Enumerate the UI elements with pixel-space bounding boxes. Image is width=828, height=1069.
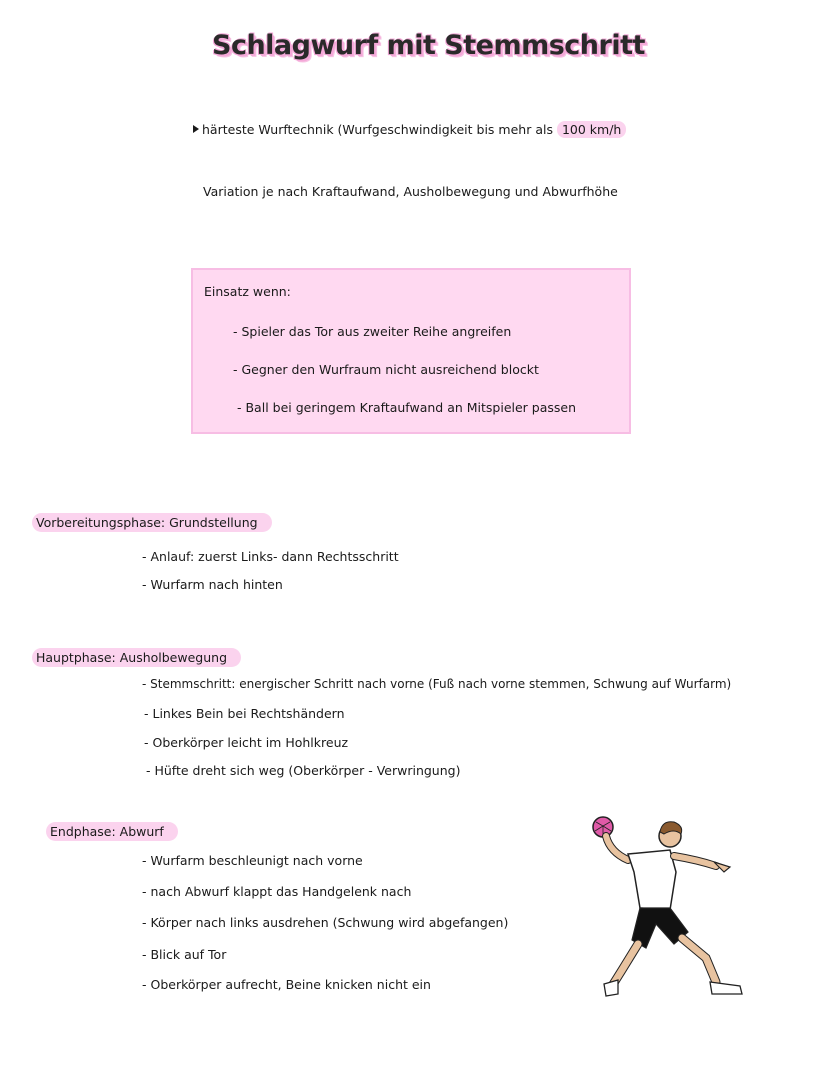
usage-item: - Ball bei geringem Kraftaufwand an Mitspieler passen (237, 400, 577, 415)
usage-item: - Gegner den Wurfraum nicht ausreichend blockt (233, 362, 539, 377)
intro-line-1-text: härteste Wurftechnik (Wurfgeschwindigkeit bis mehr als (202, 122, 553, 137)
handball-player-throwing-icon (588, 812, 748, 1002)
phase-item: - Wurfarm nach hinten (142, 577, 283, 592)
phase-label-preparation: Vorbereitungsphase: Grundstellung (32, 513, 272, 532)
phase-item: - Linkes Bein bei Rechtshändern (144, 706, 345, 721)
phase-item: - Hüfte dreht sich weg (Oberkörper - Verwringung) (146, 763, 461, 778)
phase-item: - Körper nach links ausdrehen (Schwung wird abgefangen) (142, 915, 509, 930)
page-title: Schlagwurf mit Stemmschritt (212, 30, 645, 61)
triangle-bullet-icon (193, 125, 199, 133)
phase-item: - Oberkörper aufrecht, Beine knicken nicht ein (142, 977, 431, 992)
intro-line-2: Variation je nach Kraftaufwand, Ausholbewegung und Abwurfhöhe (203, 184, 618, 199)
usage-heading: Einsatz wenn: (204, 284, 291, 299)
speed-highlight: 100 km/h (557, 121, 626, 138)
phase-item: - Stemmschritt: energischer Schritt nach vorne (Fuß nach vorne stemmen, Schwung auf Wurfarm) (142, 677, 732, 691)
phase-label-main: Hauptphase: Ausholbewegung (32, 648, 241, 667)
phase-item: - Wurfarm beschleunigt nach vorne (142, 853, 363, 868)
phase-item: - nach Abwurf klappt das Handgelenk nach (142, 884, 412, 899)
intro-line-1 (193, 122, 626, 137)
phase-item: - Blick auf Tor (142, 947, 227, 962)
phase-item: - Oberkörper leicht im Hohlkreuz (144, 735, 349, 750)
phase-item: - Anlauf: zuerst Links- dann Rechtsschritt (142, 549, 399, 564)
usage-item: - Spieler das Tor aus zweiter Reihe angreifen (233, 324, 512, 339)
phase-label-end: Endphase: Abwurf (46, 822, 178, 841)
